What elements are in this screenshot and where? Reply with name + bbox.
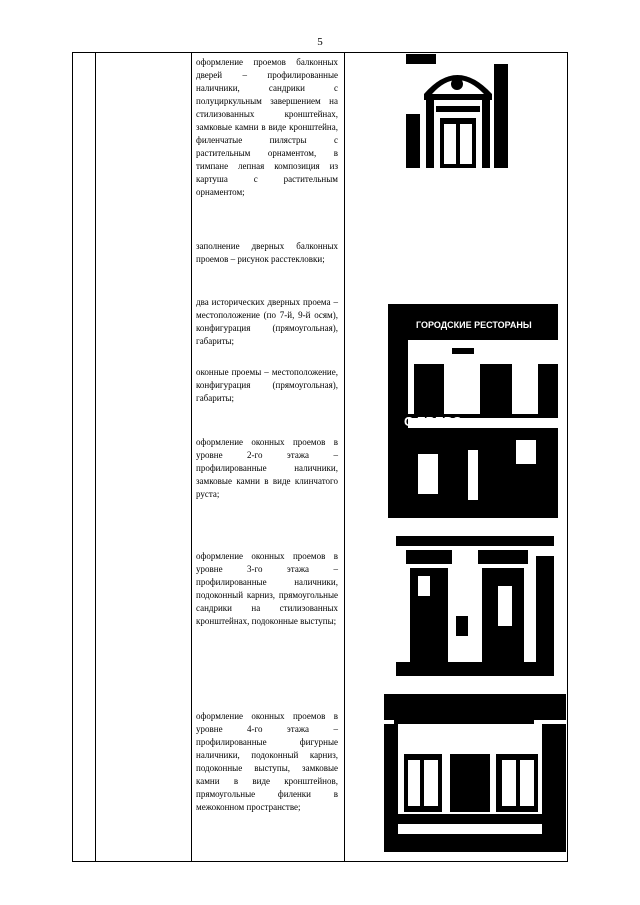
column-divider-3 — [344, 53, 345, 861]
paragraph-windows-floor-2: оформление оконных проемов в уровне 2-го этажа – профилированные наличники, замковые камни в виде клинчатого руста; — [196, 437, 338, 499]
paragraph-balcony-doors-decoration: оформление проемов балконных дверей – профилированные наличники, сандрики с полуциркульным завершением на стилизованных кронштейнах, замковые камни в виде кронштейна, филенчатые пилястры с растительным орнаментом, в тимпане лепная композиция из картуша с растительным орнаментом; — [196, 57, 338, 197]
paragraph-window-openings: оконные проемы – местоположение, конфигурация (прямоугольная), габариты; — [196, 367, 338, 403]
photo-windows-floor-3 — [396, 536, 554, 676]
sign-top-text: ГОРОДСКИЕ РЕСТОРАНЫ — [416, 320, 532, 330]
paragraph-windows-floor-4: оформление оконных проемов в уровне 4-го этажа – профилированные фигурные наличники, подоконный карниз, подоконные выступы, замковые камни в виде кронштейнов, прямоугольные филенки в межоконном пространстве; — [196, 711, 338, 812]
column-divider-2 — [191, 53, 192, 861]
photo-balcony-door — [406, 54, 508, 168]
page-number: 5 — [317, 36, 323, 48]
paragraph-windows-floor-3: оформление оконных проемов в уровне 3-го этажа – профилированные наличники, подоконный карниз, прямоугольные сандрики на стилизованных кронштейнах, подоконные выступы; — [196, 551, 338, 626]
photo-facade-signs — [388, 304, 558, 518]
paragraph-historic-doorways: два исторических дверных проема – местоположение (по 7-й, 9-й осям), конфигурация (прямоугольная), габариты; — [196, 297, 338, 346]
paragraph-balcony-doors-fill: заполнение дверных балконных проемов – рисунок расстекловки; — [196, 241, 338, 264]
sign-bottom-text: С.ЕВЕРО — [404, 414, 463, 429]
photo-windows-floor-4 — [384, 694, 566, 852]
column-divider-1 — [95, 53, 96, 861]
